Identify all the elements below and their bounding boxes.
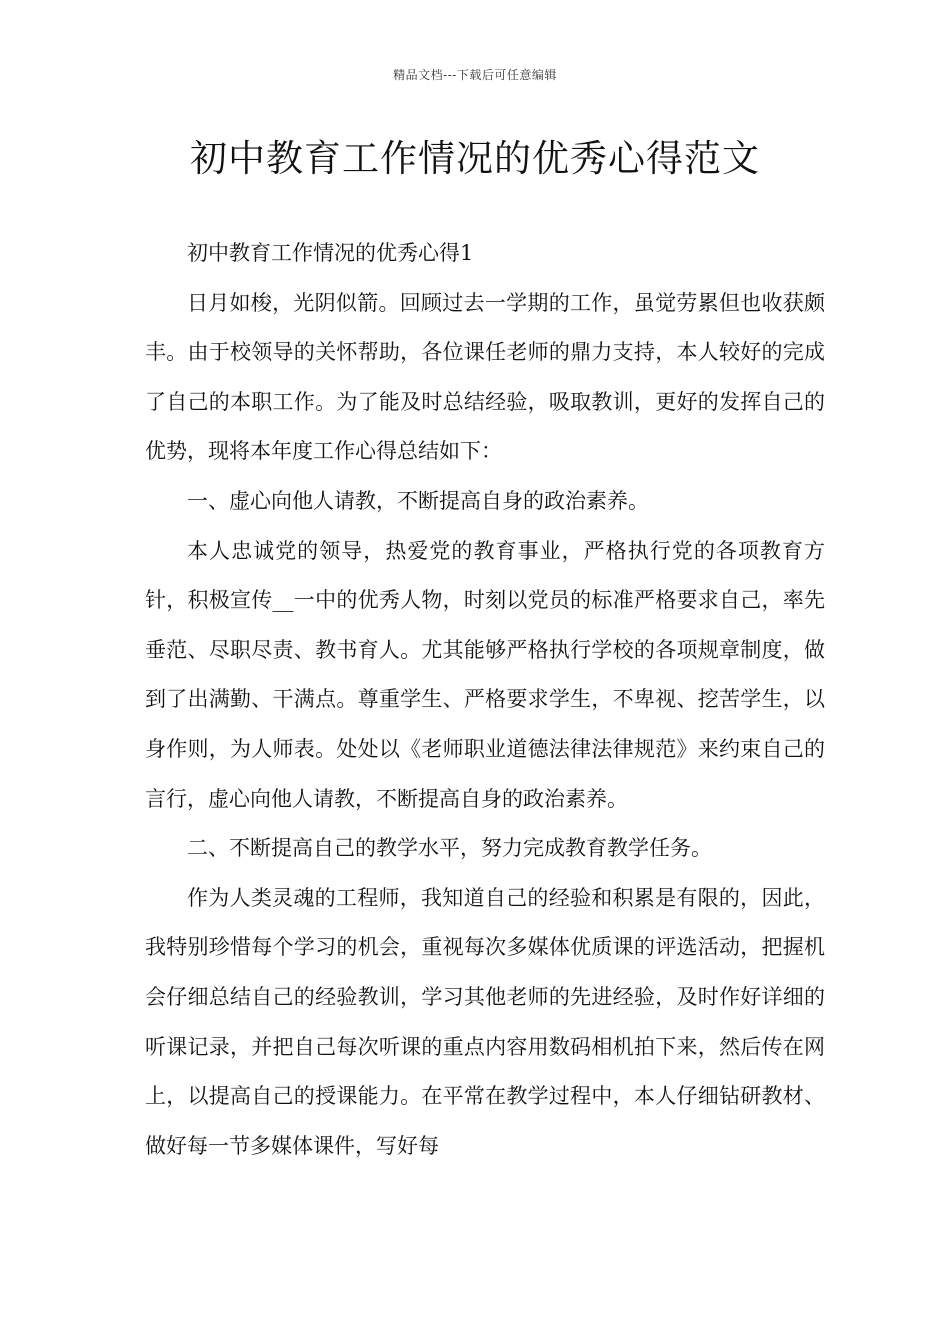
document-body — [145, 229, 825, 1171]
page-title: 初中教育工作情况的优秀心得范文 — [190, 137, 760, 180]
section-heading: 初中教育工作情况的优秀心得1 — [187, 241, 474, 265]
section-heading: 二、不断提高自己的教学水平，努力完成教育教学任务。 — [187, 836, 712, 861]
paragraph: 作为人类灵魂的工程师，我知道自己的经验和积累是有限的，因此，我特别珍惜每个学习的机会，重视每次多媒体优质课的评选活动，把握机会仔细总结自己的经验教训，学习其他老师的先进经验，及时作好详细的听课记录，并把自己每次听课的重点内容用数码相机拍下来，然后传在网上，以提高自己的授课能力。在平常在教学过程中，本人仔细钻研教材、做好每一节多媒体课件，写好每 — [145, 885, 825, 1158]
section-heading: 一、虚心向他人请教，不断提高自身的政治素养。 — [187, 488, 649, 513]
paragraph: 本人忠诚党的领导，热爱党的教育事业，严格执行党的各项教育方针，积极宣传__一中的优秀人物，时刻以党员的标准严格要求自己，率先垂范、尽职尽责、教书育人。尤其能够严格执行学校的各项规章制度，做到了出满勤、干满点。尊重学生、严格要求学生，不卑视、挖苦学生，以身作则，为人师表。处处以《老师职业道德法律法律规范》来约束自己的言行，虚心向他人请教，不断提高自身的政治素养。 — [145, 538, 825, 811]
paragraph: 日月如梭，光阴似箭。回顾过去一学期的工作，虽觉劳累但也收获颇丰。由于校领导的关怀帮助，各位课任老师的鼎力支持，本人较好的完成了自己的本职工作。为了能及时总结经验，吸取教训，更好的发挥自己的优势，现将本年度工作心得总结如下： — [145, 290, 825, 464]
header-note: 精品文档---下载后可任意编辑 — [393, 68, 557, 82]
